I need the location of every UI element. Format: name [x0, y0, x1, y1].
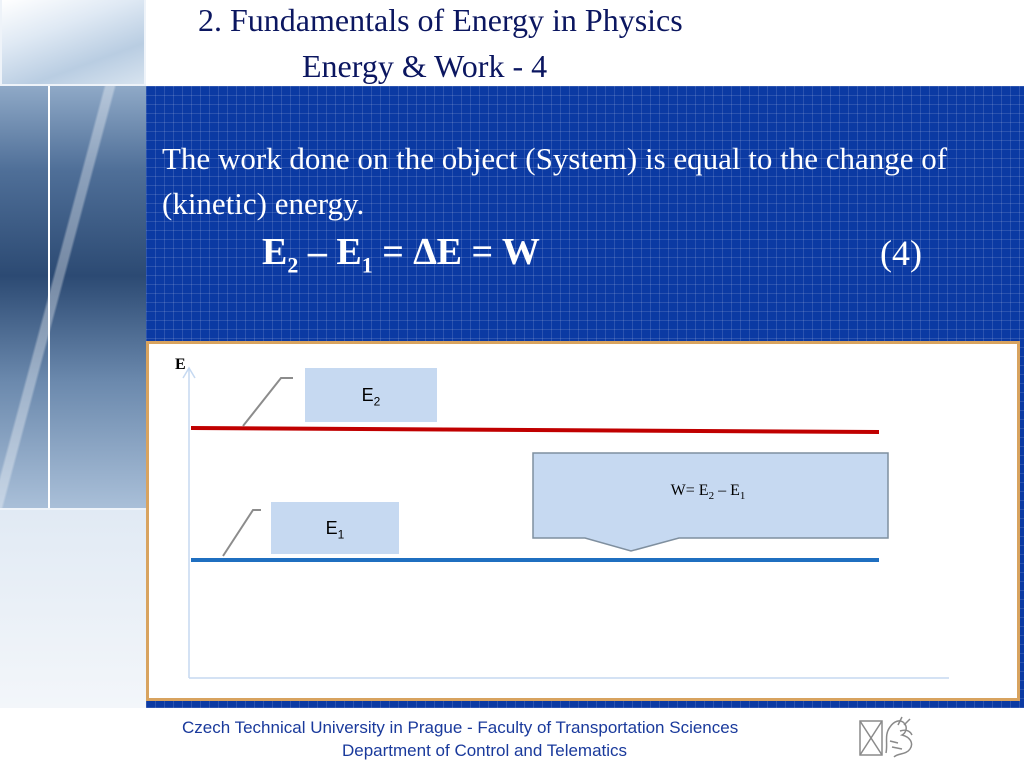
- e1-leader-line: [223, 510, 261, 556]
- highway-photo-top: [2, 0, 144, 84]
- lion-crest-icon: [854, 713, 920, 763]
- energy-axis-label: E: [175, 356, 186, 373]
- photo-strip-bottom: [0, 510, 146, 708]
- e2-label-sub: 2: [373, 394, 381, 409]
- work-callout-text: [531, 482, 885, 502]
- eq-e2: E: [262, 231, 288, 273]
- e1-label-base: E: [325, 518, 338, 538]
- slide-title-line2: Energy & Work - 4: [302, 48, 548, 84]
- highway-photo-main: [0, 86, 146, 508]
- footer-department: Department of Control and Telematics: [342, 741, 628, 760]
- e2-level-line: [191, 428, 879, 432]
- footer-university: Czech Technical University in Prague - Faculty of Transportation Sciences: [182, 718, 739, 737]
- slide-title-line1: 2. Fundamentals of Energy in Physics: [198, 2, 683, 38]
- e1-label-sub: 1: [337, 527, 345, 542]
- work-energy-equation: [262, 230, 540, 279]
- e1-label: [271, 502, 399, 554]
- left-photo-strip: [0, 0, 146, 708]
- energy-diagram: [146, 341, 1020, 701]
- eq-rest: = ∆E = W: [372, 231, 540, 273]
- e2-label-base: E: [361, 385, 374, 405]
- eq-minus: –: [298, 231, 337, 273]
- callout-prefix: W= E: [670, 482, 709, 499]
- callout-mid: – E: [714, 482, 740, 499]
- eq-e1-sub: 1: [361, 252, 373, 278]
- work-energy-statement: The work done on the object (System) is equal to the change of (kinetic) energy.: [162, 141, 948, 221]
- eq-e2-sub: 2: [287, 252, 299, 278]
- e2-label: [305, 368, 437, 422]
- callout-sub2: 2: [708, 490, 715, 503]
- e2-leader-line: [243, 378, 293, 426]
- eq-e1: E: [336, 231, 362, 273]
- callout-sub1: 1: [739, 490, 746, 503]
- equation-number: (4): [880, 233, 922, 273]
